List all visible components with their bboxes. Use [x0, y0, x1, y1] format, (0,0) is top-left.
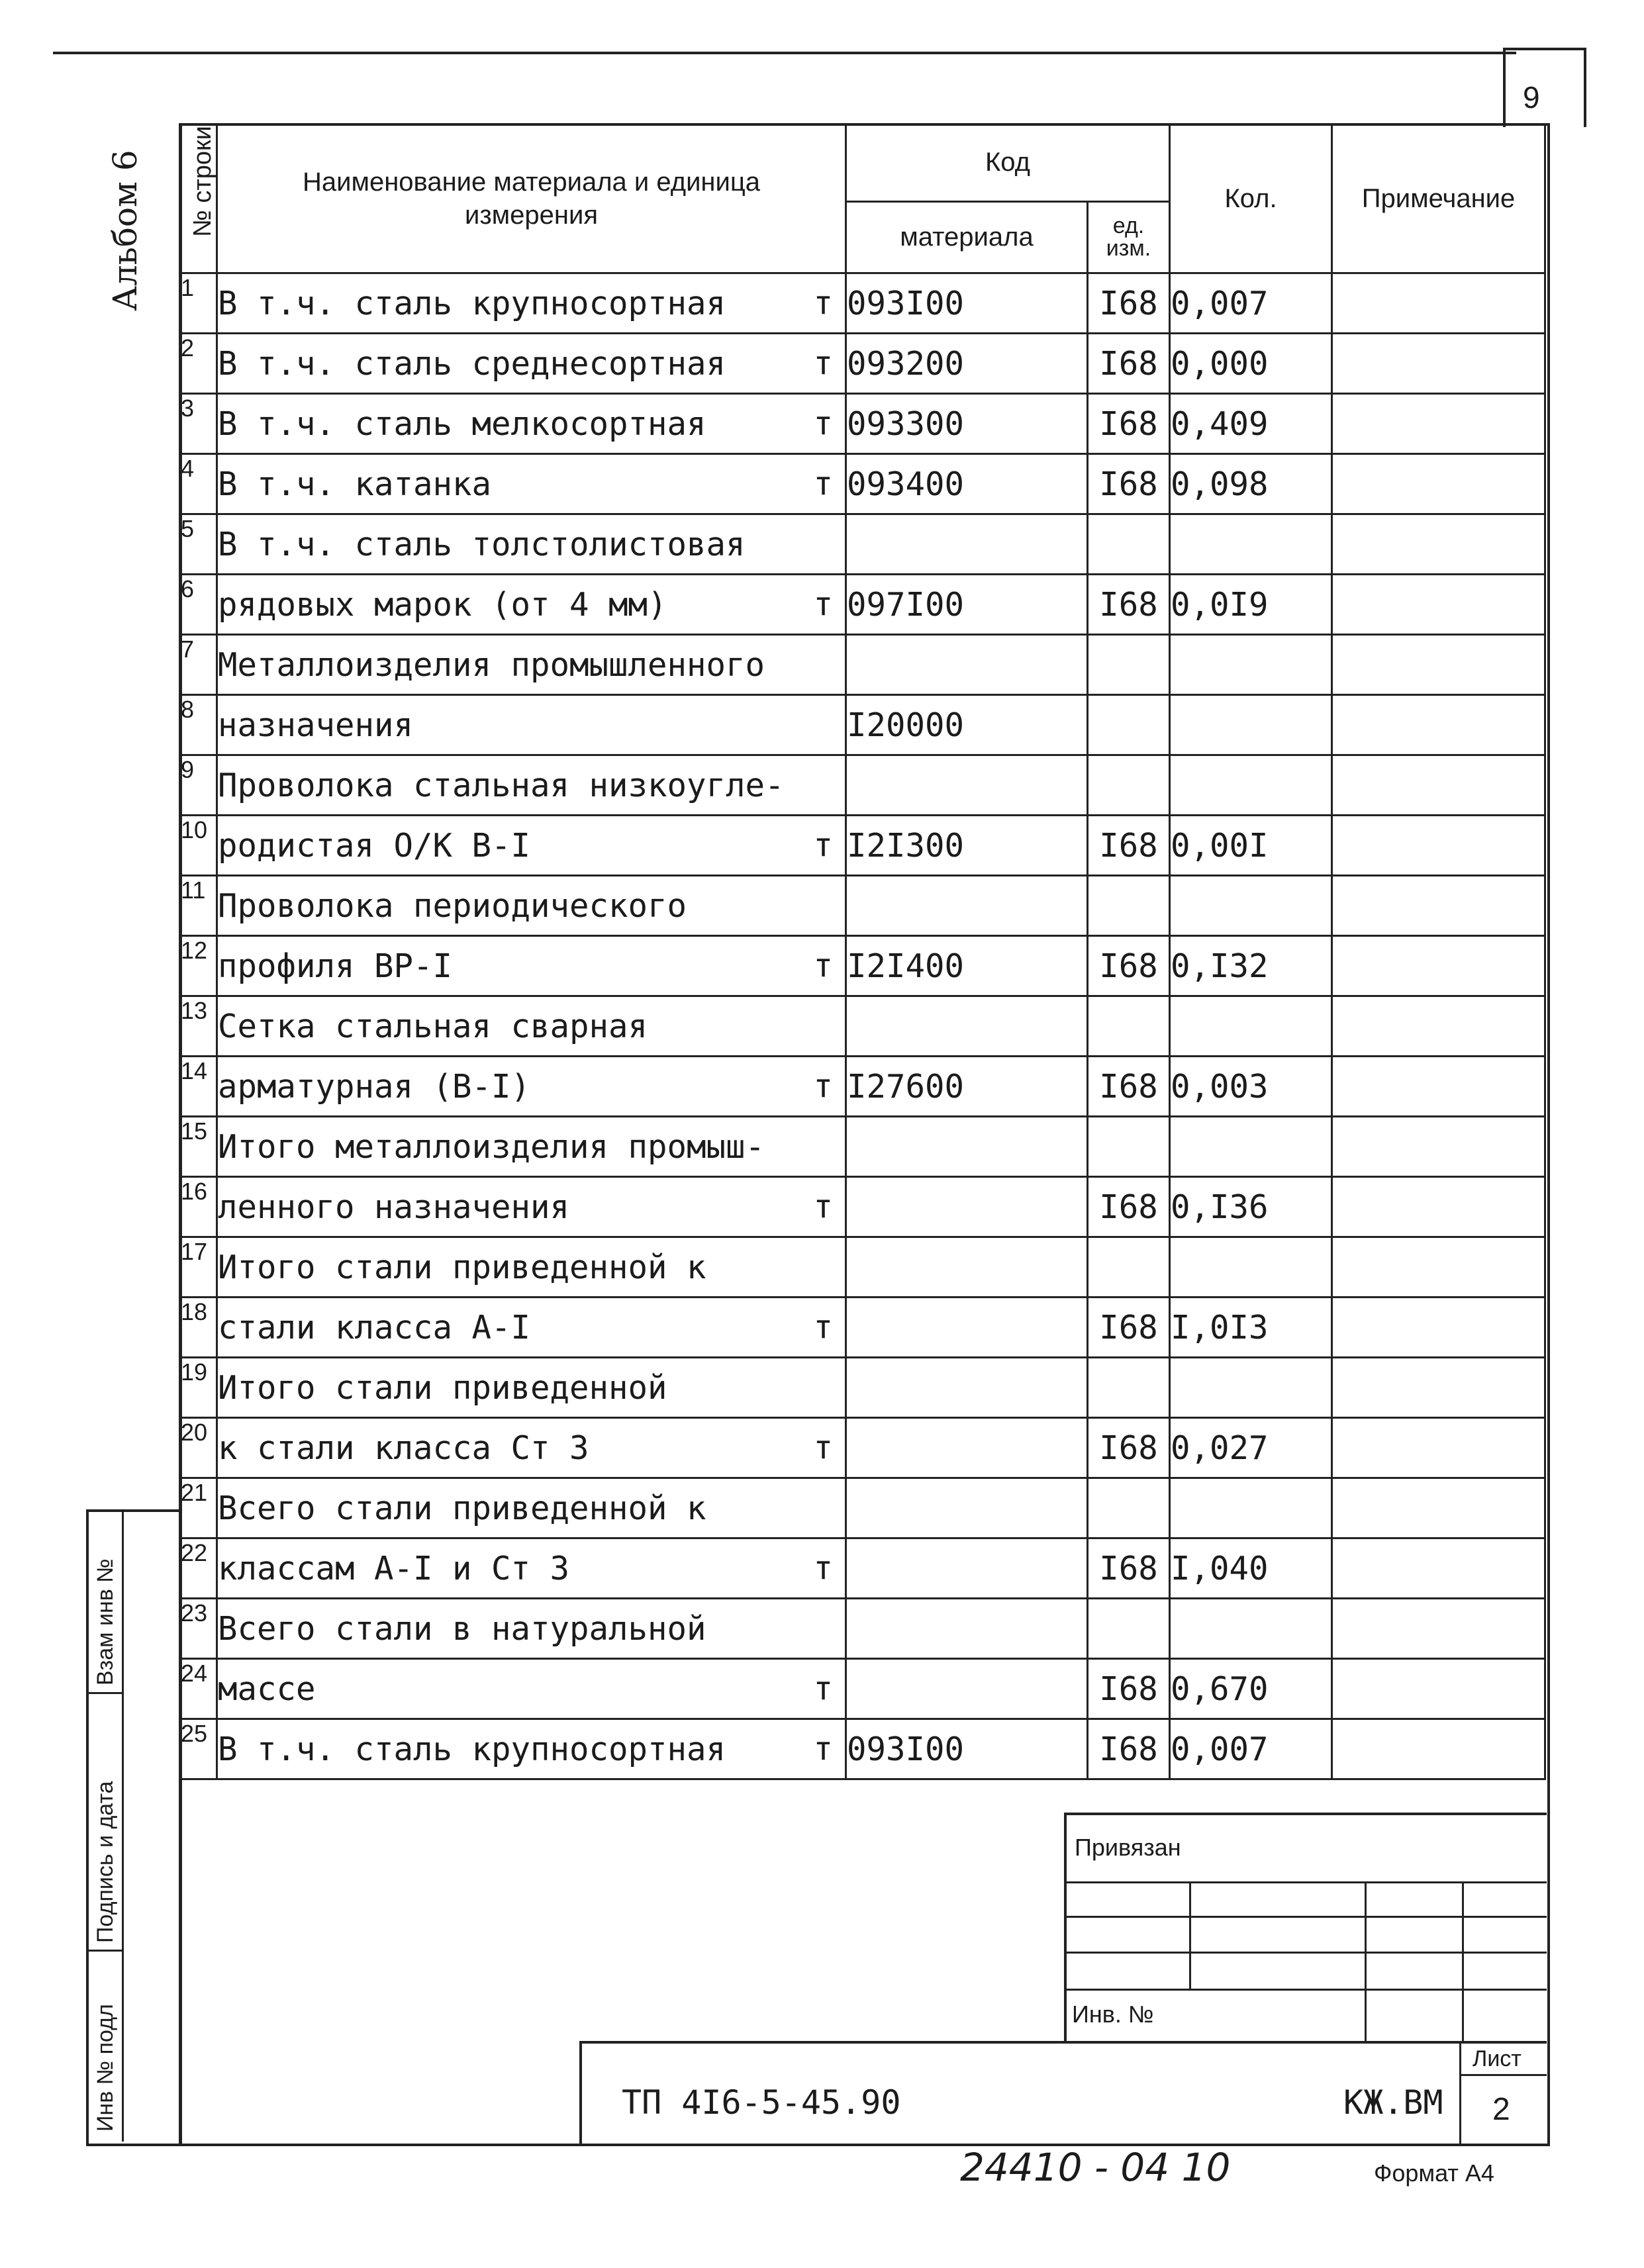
- row-quantity: 0,I36: [1170, 1177, 1332, 1237]
- row-name: [217, 1358, 846, 1418]
- row-name: [217, 876, 846, 936]
- table-row: [180, 1719, 1545, 1779]
- row-unit: т: [813, 1429, 833, 1467]
- row-note: [1332, 1659, 1545, 1719]
- table-row: [180, 635, 1545, 695]
- row-unit-code: I68: [1088, 575, 1170, 635]
- row-number: 18: [180, 1298, 217, 1358]
- row-name: [217, 936, 846, 996]
- table-row: [180, 1298, 1545, 1358]
- row-unit: т: [813, 344, 833, 383]
- stamp-inv-cell: [89, 1952, 124, 2142]
- row-unit-code: [1088, 514, 1170, 575]
- row-number: 14: [180, 1057, 217, 1117]
- row-unit: т: [813, 404, 833, 443]
- stamp-podpis-cell: [89, 1694, 124, 1952]
- album-label: Альбом 6: [106, 150, 144, 311]
- row-quantity: [1170, 755, 1332, 816]
- row-name: [217, 1117, 846, 1177]
- row-material-code: 093I00: [846, 1719, 1088, 1779]
- row-material-code: [846, 1117, 1088, 1177]
- row-unit-code: [1088, 1599, 1170, 1659]
- row-quantity: 0,670: [1170, 1659, 1332, 1719]
- row-name-text: назначения: [218, 706, 414, 744]
- table-row: [180, 454, 1545, 514]
- doc-code: ТП 4I6-5-45.90: [622, 2083, 901, 2122]
- row-unit-code: I68: [1088, 1418, 1170, 1478]
- row-note: [1332, 1358, 1545, 1418]
- row-note: [1332, 816, 1545, 876]
- row-name-text: Итого стали приведенной: [218, 1368, 667, 1407]
- row-name-text: В т.ч. сталь среднесортная: [218, 344, 726, 383]
- row-name-text: родистая О/К В-I: [218, 826, 531, 865]
- inv-no-label: Инв. №: [1072, 2001, 1154, 2028]
- row-unit-code: [1088, 876, 1170, 936]
- row-name-text: В т.ч. катанка: [218, 465, 492, 503]
- row-note: [1332, 1478, 1545, 1538]
- row-quantity: [1170, 695, 1332, 755]
- row-note: [1332, 1418, 1545, 1478]
- row-material-code: I20000: [846, 695, 1088, 755]
- row-number: 19: [180, 1358, 217, 1418]
- row-unit-code: I68: [1088, 334, 1170, 394]
- row-name: [217, 334, 846, 394]
- row-number: 7: [180, 635, 217, 695]
- row-name: [217, 695, 846, 755]
- row-note: [1332, 394, 1545, 454]
- row-name-text: массе: [218, 1670, 316, 1708]
- row-number: 23: [180, 1599, 217, 1659]
- row-unit-code: I68: [1088, 1659, 1170, 1719]
- row-note: [1332, 514, 1545, 575]
- row-unit-code: I68: [1088, 816, 1170, 876]
- row-unit: т: [813, 585, 833, 624]
- row-number: 17: [180, 1237, 217, 1298]
- row-name: [217, 1298, 846, 1358]
- header-note: Примечание: [1332, 124, 1545, 273]
- row-quantity: 0,098: [1170, 454, 1332, 514]
- row-name: [217, 1478, 846, 1538]
- row-material-code: I2I300: [846, 816, 1088, 876]
- row-number: 6: [180, 575, 217, 635]
- header-code-unit: ед. изм.: [1088, 201, 1170, 273]
- row-material-code: 093I00: [846, 273, 1088, 334]
- row-note: [1332, 334, 1545, 394]
- row-unit-code: [1088, 1478, 1170, 1538]
- table-row: [180, 1358, 1545, 1418]
- sheet-number-box: [1503, 48, 1586, 127]
- row-number: 22: [180, 1538, 217, 1599]
- table-row: [180, 755, 1545, 816]
- row-material-code: [846, 876, 1088, 936]
- list-number: 2: [1492, 2092, 1510, 2127]
- header-name: Наименование материала и единица измерения: [217, 124, 846, 273]
- row-material-code: [846, 1298, 1088, 1358]
- row-number: 13: [180, 996, 217, 1057]
- row-quantity: [1170, 635, 1332, 695]
- table-row: [180, 1237, 1545, 1298]
- row-name-text: ленного назначения: [218, 1188, 570, 1226]
- table-row: [180, 1599, 1545, 1659]
- row-unit-code: [1088, 1358, 1170, 1418]
- format-label: Формат А4: [1374, 2159, 1494, 2187]
- row-number: 25: [180, 1719, 217, 1779]
- row-unit-code: I68: [1088, 1298, 1170, 1358]
- row-quantity: [1170, 876, 1332, 936]
- table-row: [180, 1478, 1545, 1538]
- row-quantity: 0,I32: [1170, 936, 1332, 996]
- row-name-text: Всего стали в натуральной: [218, 1609, 706, 1648]
- row-quantity: [1170, 1599, 1332, 1659]
- row-material-code: [846, 1538, 1088, 1599]
- row-material-code: 093200: [846, 334, 1088, 394]
- row-name-text: рядовых марок (от 4 мм): [218, 585, 667, 624]
- row-note: [1332, 876, 1545, 936]
- table-row: [180, 1057, 1545, 1117]
- row-note: [1332, 1057, 1545, 1117]
- row-unit: т: [813, 1670, 833, 1708]
- doc-mark: КЖ.ВМ: [1343, 2083, 1443, 2122]
- row-name: [217, 575, 846, 635]
- header-qty: Кол.: [1170, 124, 1332, 273]
- list-label: Лист: [1473, 2046, 1522, 2071]
- row-note: [1332, 1298, 1545, 1358]
- row-unit: т: [813, 1730, 833, 1768]
- row-quantity: 0,007: [1170, 1719, 1332, 1779]
- row-note: [1332, 755, 1545, 816]
- row-name: [217, 996, 846, 1057]
- stamp-inv-podl: Инв № подл: [93, 2004, 118, 2132]
- row-material-code: 097I00: [846, 575, 1088, 635]
- row-number: 11: [180, 876, 217, 936]
- row-name: [217, 1177, 846, 1237]
- title-block-upper: [1064, 1813, 1547, 2044]
- row-material-code: I27600: [846, 1057, 1088, 1117]
- row-name: [217, 635, 846, 695]
- row-name-text: В т.ч. сталь толстолистовая: [218, 525, 746, 563]
- row-name: [217, 1538, 846, 1599]
- row-name: [217, 394, 846, 454]
- table-row: [180, 575, 1545, 635]
- row-quantity: [1170, 1237, 1332, 1298]
- row-name-text: Металлоизделия промышленного: [218, 645, 765, 684]
- row-unit-code: I68: [1088, 1719, 1170, 1779]
- row-unit-code: I68: [1088, 273, 1170, 334]
- row-number: 3: [180, 394, 217, 454]
- table-row: [180, 876, 1545, 936]
- row-quantity: 0,003: [1170, 1057, 1332, 1117]
- sheet-number: 9: [1523, 80, 1540, 115]
- row-quantity: I,0I3: [1170, 1298, 1332, 1358]
- row-name-text: Сетка стальная сварная: [218, 1007, 648, 1045]
- stamp-podpis: Подпись и дата: [93, 1781, 118, 1943]
- table-row: [180, 514, 1545, 575]
- row-name: [217, 514, 846, 575]
- row-name: [217, 1719, 846, 1779]
- row-material-code: [846, 635, 1088, 695]
- row-material-code: 093400: [846, 454, 1088, 514]
- privyazan-label: Привязан: [1075, 1834, 1181, 1861]
- row-name-text: Проволока стальная низкоугле-: [218, 766, 785, 804]
- row-name: [217, 1418, 846, 1478]
- row-unit: т: [813, 947, 833, 985]
- row-material-code: [846, 1599, 1088, 1659]
- row-name-text: Итого стали приведенной к: [218, 1248, 706, 1286]
- table-row: [180, 1659, 1545, 1719]
- row-unit-code: I68: [1088, 394, 1170, 454]
- row-material-code: [846, 755, 1088, 816]
- row-unit: т: [813, 284, 833, 322]
- row-unit-code: I68: [1088, 936, 1170, 996]
- row-note: [1332, 454, 1545, 514]
- row-name-text: В т.ч. сталь мелкосортная: [218, 404, 706, 443]
- row-name: [217, 1659, 846, 1719]
- row-number: 24: [180, 1659, 217, 1719]
- row-material-code: [846, 1418, 1088, 1478]
- row-number: 9: [180, 755, 217, 816]
- stamp-vzam-cell: [89, 1512, 124, 1694]
- table-row: [180, 695, 1545, 755]
- row-material-code: [846, 514, 1088, 575]
- row-name: [217, 454, 846, 514]
- row-material-code: [846, 1177, 1088, 1237]
- row-unit: т: [813, 826, 833, 865]
- row-material-code: 093300: [846, 394, 1088, 454]
- header-code: Код: [846, 124, 1170, 202]
- row-material-code: [846, 1358, 1088, 1418]
- table-row: [180, 334, 1545, 394]
- row-name: [217, 273, 846, 334]
- row-number: 1: [180, 273, 217, 334]
- stamp-vzam: Взам инв №: [93, 1558, 118, 1685]
- row-name-text: классам А-I и Ст 3: [218, 1549, 570, 1587]
- row-name-text: В т.ч. сталь крупносортная: [218, 284, 726, 322]
- row-number: 5: [180, 514, 217, 575]
- row-quantity: 0,027: [1170, 1418, 1332, 1478]
- row-quantity: 0,000: [1170, 334, 1332, 394]
- header-row-no: № строки: [180, 124, 217, 273]
- row-quantity: 0,007: [1170, 273, 1332, 334]
- row-name: [217, 1057, 846, 1117]
- row-number: 20: [180, 1418, 217, 1478]
- row-unit-code: [1088, 1237, 1170, 1298]
- table-row: [180, 273, 1545, 334]
- row-note: [1332, 635, 1545, 695]
- row-number: 10: [180, 816, 217, 876]
- row-note: [1332, 1719, 1545, 1779]
- row-note: [1332, 996, 1545, 1057]
- row-number: 2: [180, 334, 217, 394]
- row-unit-code: [1088, 755, 1170, 816]
- row-name-text: профиля ВР-I: [218, 947, 453, 985]
- row-name: [217, 816, 846, 876]
- row-unit-code: [1088, 695, 1170, 755]
- row-note: [1332, 1117, 1545, 1177]
- table-row: [180, 394, 1545, 454]
- row-note: [1332, 1177, 1545, 1237]
- table-row: [180, 1538, 1545, 1599]
- handwritten-number: 24410 - 04 10: [960, 2145, 1231, 2190]
- row-number: 4: [180, 454, 217, 514]
- row-unit-code: I68: [1088, 1538, 1170, 1599]
- row-unit-code: I68: [1088, 1057, 1170, 1117]
- row-unit-code: [1088, 996, 1170, 1057]
- row-name-text: стали класса А-I: [218, 1308, 531, 1347]
- row-name-text: В т.ч. сталь крупносортная: [218, 1730, 726, 1768]
- row-unit-code: [1088, 1117, 1170, 1177]
- row-name-text: Проволока периодического: [218, 886, 687, 925]
- row-unit: т: [813, 1067, 833, 1106]
- row-note: [1332, 1599, 1545, 1659]
- table-row: [180, 1177, 1545, 1237]
- row-unit-code: [1088, 635, 1170, 695]
- row-material-code: [846, 1659, 1088, 1719]
- row-quantity: I,040: [1170, 1538, 1332, 1599]
- row-name-text: арматурная (В-I): [218, 1067, 531, 1106]
- materials-table: [179, 123, 1546, 1780]
- row-name: [217, 755, 846, 816]
- row-note: [1332, 1538, 1545, 1599]
- row-unit: т: [813, 1308, 833, 1347]
- table-row: [180, 1418, 1545, 1478]
- left-stamp: [86, 1509, 179, 2146]
- title-block-main: [579, 2041, 1547, 2144]
- row-quantity: [1170, 1117, 1332, 1177]
- row-note: [1332, 273, 1545, 334]
- row-quantity: [1170, 1358, 1332, 1418]
- row-note: [1332, 695, 1545, 755]
- row-number: 12: [180, 936, 217, 996]
- row-quantity: 0,409: [1170, 394, 1332, 454]
- row-material-code: I2I400: [846, 936, 1088, 996]
- row-note: [1332, 936, 1545, 996]
- table-row: [180, 936, 1545, 996]
- row-note: [1332, 1237, 1545, 1298]
- row-material-code: [846, 1478, 1088, 1538]
- row-material-code: [846, 996, 1088, 1057]
- row-quantity: [1170, 1478, 1332, 1538]
- table-row: [180, 1117, 1545, 1177]
- row-quantity: [1170, 996, 1332, 1057]
- row-name-text: Итого металлоизделия промыш-: [218, 1127, 765, 1166]
- row-unit: т: [813, 465, 833, 503]
- row-quantity: 0,0I9: [1170, 575, 1332, 635]
- table-row: [180, 996, 1545, 1057]
- row-unit-code: I68: [1088, 454, 1170, 514]
- row-unit-code: I68: [1088, 1177, 1170, 1237]
- row-name-text: Всего стали приведенной к: [218, 1489, 706, 1527]
- top-rule: [53, 52, 1516, 54]
- table-row: [180, 816, 1545, 876]
- row-name-text: к стали класса Ст 3: [218, 1429, 589, 1467]
- row-name: [217, 1599, 846, 1659]
- row-unit: т: [813, 1549, 833, 1587]
- row-number: 8: [180, 695, 217, 755]
- row-note: [1332, 575, 1545, 635]
- row-unit: т: [813, 1188, 833, 1226]
- row-material-code: [846, 1237, 1088, 1298]
- row-number: 21: [180, 1478, 217, 1538]
- row-quantity: 0,00I: [1170, 816, 1332, 876]
- row-number: 15: [180, 1117, 217, 1177]
- row-quantity: [1170, 514, 1332, 575]
- row-name: [217, 1237, 846, 1298]
- header-code-material: материала: [846, 201, 1088, 273]
- row-number: 16: [180, 1177, 217, 1237]
